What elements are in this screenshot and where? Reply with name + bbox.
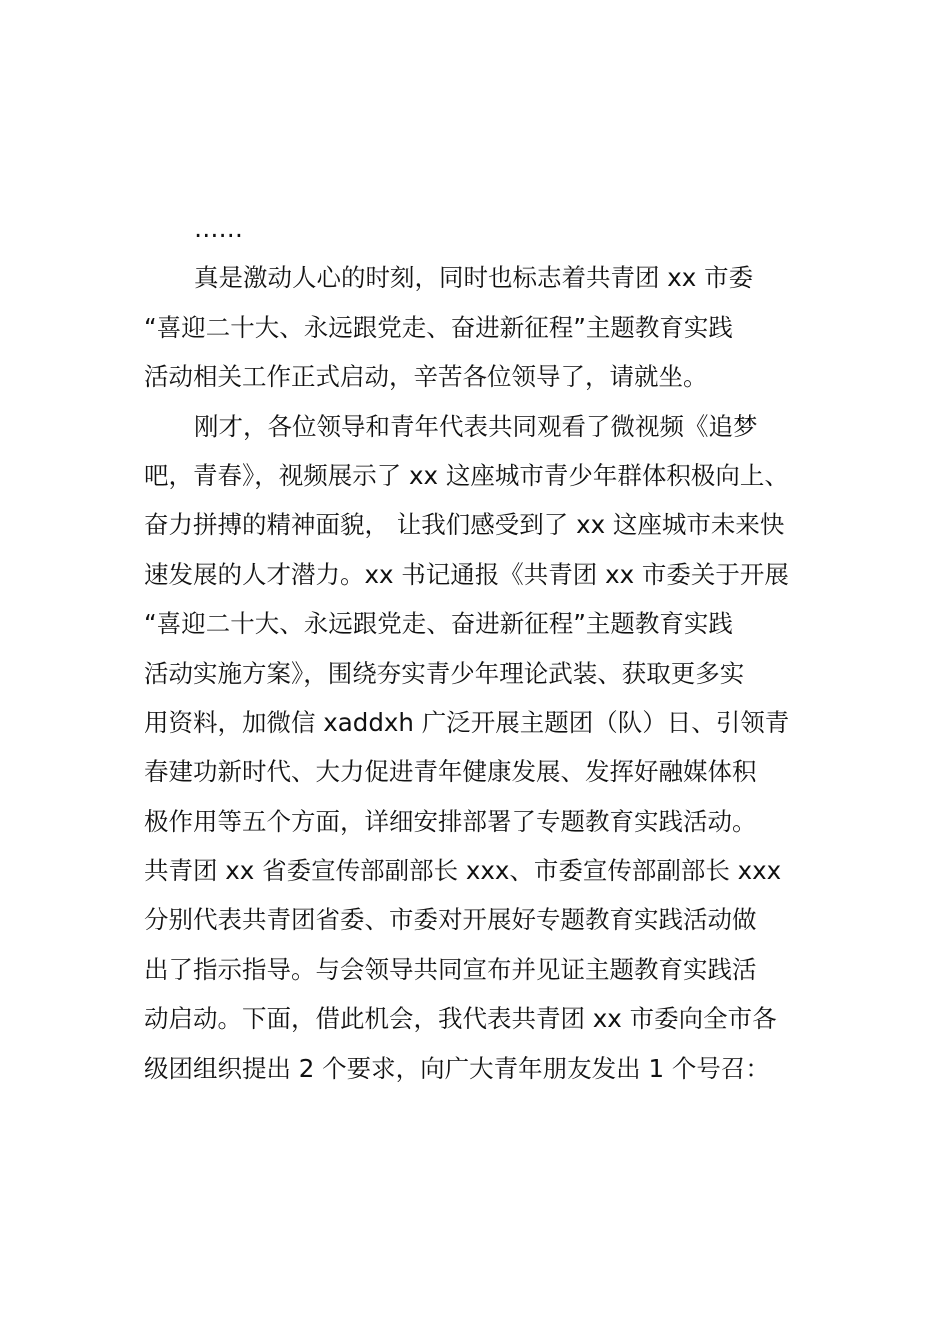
paragraph-2-line-9: 极作用等五个方面，详细安排部署了专题教育实践活动。 <box>144 806 757 836</box>
paragraph-2-line-12: 出了指示指导。与会领导共同宣布并见证主题教育实践活 <box>144 954 757 984</box>
paragraph-1-line-3: 活动相关工作正式启动，辛苦各位领导了，请就坐。 <box>144 362 708 392</box>
paragraph-2-line-8: 春建功新时代、大力促进青年健康发展、发挥好融媒体积 <box>144 757 757 787</box>
paragraph-2-line-5: “喜迎二十大、永远跟党走、奋进新征程”主题教育实践 <box>144 609 733 639</box>
paragraph-2-line-14: 级团组织提出 2 个要求，向广大青年朋友发出 1 个号召： <box>144 1053 770 1083</box>
paragraph-2-line-10: 共青团 xx 省委宣传部副部长 xxx、市委宣传部副部长 xxx <box>144 856 782 886</box>
paragraph-2-line-4: 速发展的人才潜力。xx 书记通报《共青团 xx 市委关于开展 <box>144 559 789 589</box>
paragraph-2-line-3: 奋力拼搏的精神面貌， 让我们感受到了 xx 这座城市未来快 <box>144 510 785 540</box>
paragraph-2-line-6: 活动实施方案》，围绕夯实青少年理论武装、获取更多实 <box>144 658 745 688</box>
paragraph-2-line-11: 分别代表共青团省委、市委对开展好专题教育实践活动做 <box>144 905 757 935</box>
paragraph-1-line-1: 真是激动人心的时刻，同时也标志着共青团 xx 市委 <box>194 263 754 293</box>
paragraph-1-line-2: “喜迎二十大、永远跟党走、奋进新征程”主题教育实践 <box>144 312 733 342</box>
body-text <box>144 204 824 1093</box>
paragraph-2-line-2: 吧，青春》，视频展示了 xx 这座城市青少年群体积极向上、 <box>144 460 789 490</box>
paragraph-2-line-7: 用资料，加微信 xaddxh 广泛开展主题团（队）日、引领青 <box>144 707 790 737</box>
paragraph-2-line-1: 刚才，各位领导和青年代表共同观看了微视频《追梦 <box>194 411 758 441</box>
ellipsis-line: …… <box>194 214 243 243</box>
paragraph-2-line-13: 动启动。下面，借此机会，我代表共青团 xx 市委向全市各 <box>144 1004 777 1034</box>
